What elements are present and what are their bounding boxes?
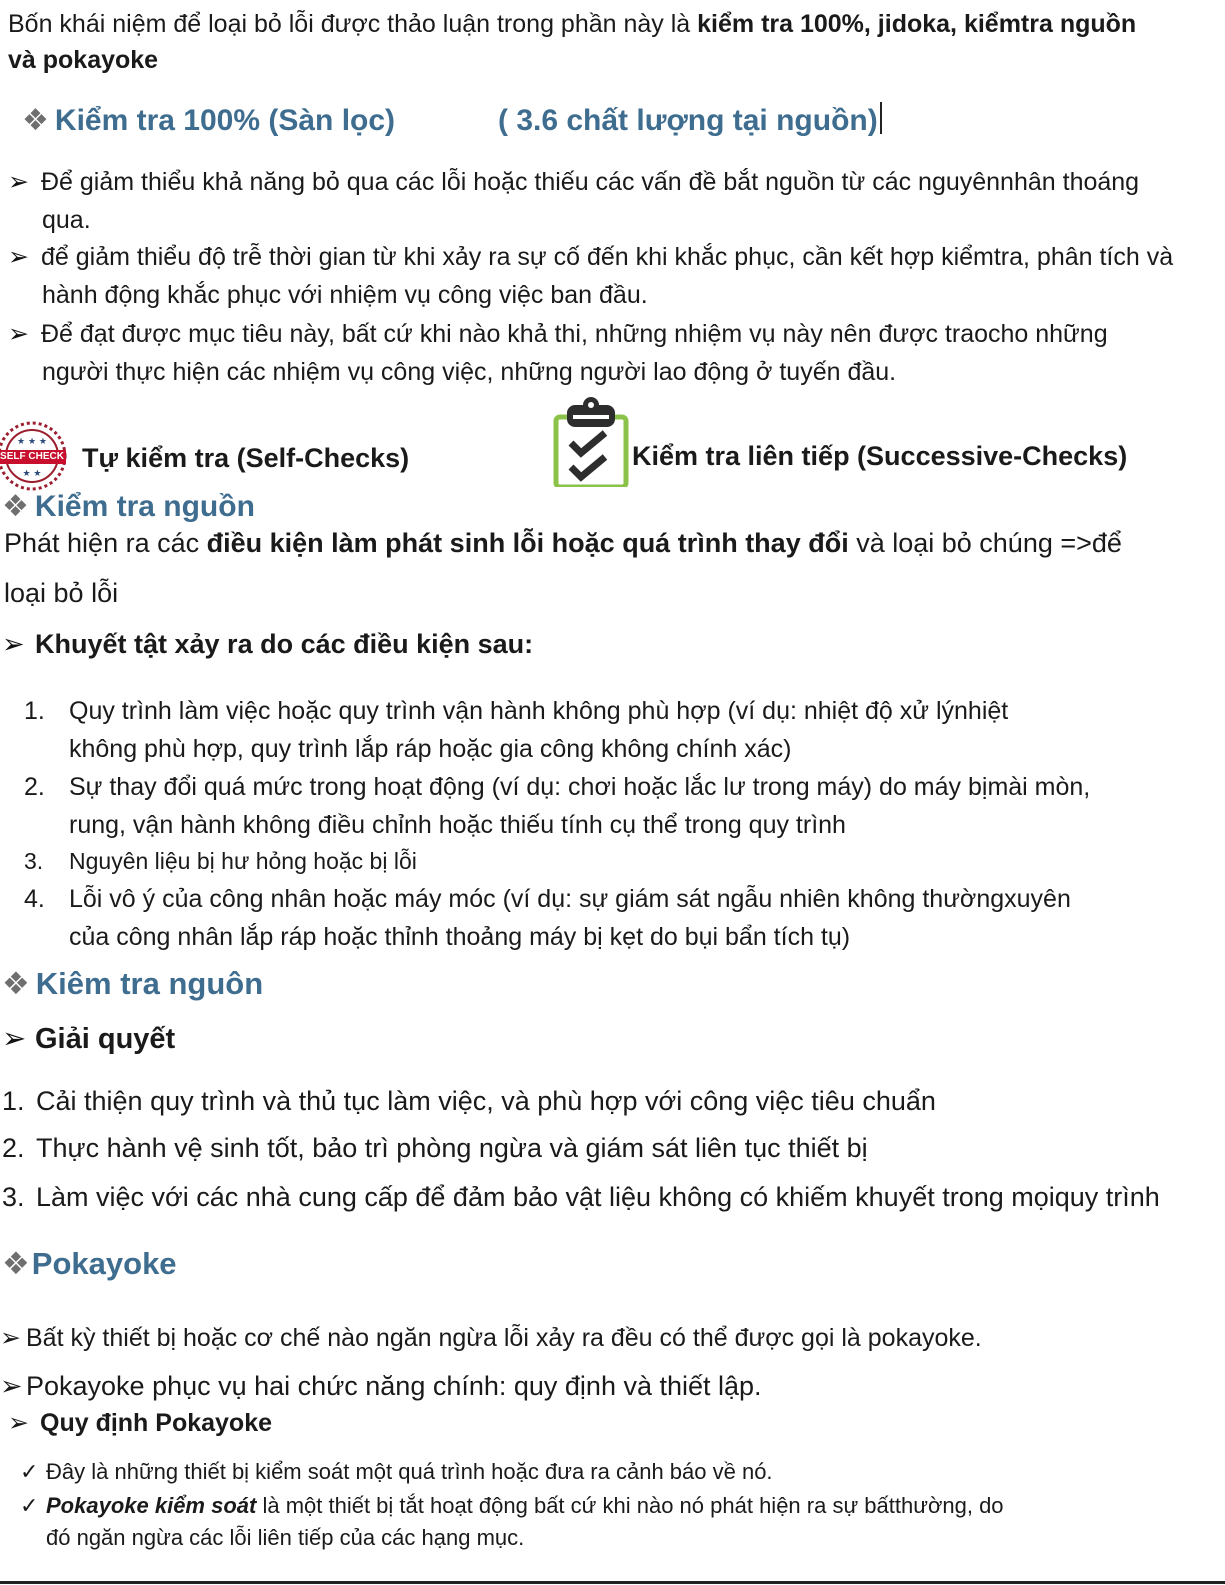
pokayoke-bullet: ➢ Bất kỳ thiết bị hoặc cơ chế nào ngăn ngừa lỗi xảy ra đều có thể được gọi là pokayoke. — [0, 1320, 982, 1356]
arrow-bullet-icon: ➢ — [2, 629, 25, 659]
numbered-item: 3. Nguyên liệu bị hư hỏng hoặc bị lỗi — [24, 848, 417, 874]
text-cursor — [880, 102, 882, 134]
arrow-bullet-icon: ➢ — [2, 1023, 27, 1055]
diamond-bullet-icon: ❖ — [2, 966, 30, 1001]
numbered-item: 1. Quy trình làm việc hoặc quy trình vận hành không phù hợp (ví dụ: nhiệt độ xử lýnhiệt không phù hợp, quy trình lắp ráp hoặc gia công không chính xác) — [24, 697, 1009, 763]
check-item: ✓ Đây là những thiết bị kiểm soát một quá trình hoặc đưa ra cảnh báo về nó. — [20, 1456, 1140, 1488]
diamond-bullet-icon: ❖ — [22, 104, 49, 137]
check-item: ✓ Pokayoke kiểm soát là một thiết bị tắt hoạt động bất cứ khi nào nó phát hiện ra sự bấtthường, do đó ngăn ngừa các lỗi liên tiếp của các hạng mục. — [20, 1490, 1140, 1554]
resolve-item: 2. Thực hành vệ sinh tốt, bảo trì phòng ngừa và giám sát liên tục thiết bị — [2, 1133, 868, 1163]
bottom-divider — [0, 1581, 1225, 1584]
badge-text: SELF CHECK — [0, 451, 64, 462]
section-heading-pokayoke: ❖Pokayoke — [2, 1246, 177, 1281]
resolve-heading: ➢ Giải quyết — [2, 1019, 175, 1059]
arrow-bullet-icon: ➢ — [0, 1371, 23, 1401]
intro-concepts: kiểm tra 100%, jidoka, kiểmtra nguồn — [697, 10, 1137, 38]
section-title: Kiểm tra 100% (Sàn lọc) — [54, 104, 396, 137]
numbered-item: 4. Lỗi vô ý của công nhân hoặc máy móc (ví dụ: sự giám sát ngẫu nhiên không thườngxuyên của công nhân lắp ráp hoặc thỉnh thoảng máy bị kẹt do bụi bẩn tích tụ) — [24, 885, 1071, 951]
arrow-bullet-icon: ➢ — [8, 320, 29, 348]
diamond-bullet-icon: ❖ — [2, 1246, 30, 1281]
resolve-item: 1. Cải thiện quy trình và thủ tục làm việc, và phù hợp với công việc tiêu chuẩn — [2, 1086, 936, 1116]
resolve-item: 3. Làm việc với các nhà cung cấp để đảm bảo vật liệu không có khiếm khuyết trong mọiquy trình — [2, 1182, 1160, 1212]
arrow-bullet-icon: ➢ — [0, 1324, 21, 1352]
self-check-badge-icon — [0, 420, 68, 492]
bullet-item: ➢ Để đạt được mục tiêu này, bất cứ khi nào khả thi, những nhiệm vụ này nên được traocho những người thực hiện các nhiệm vụ công việc, những người lao động ở tuyến đầu. — [8, 315, 1208, 391]
arrow-bullet-icon: ➢ — [8, 1409, 29, 1437]
intro-paragraph — [8, 6, 1198, 78]
successive-checks-label: Kiểm tra liên tiếp (Successive-Checks) — [632, 441, 1128, 471]
svg-text:★ ★: ★ ★ — [22, 469, 42, 479]
pokayoke-bullet: ➢ Pokayoke phục vụ hai chức năng chính: quy định và thiết lập. — [0, 1367, 762, 1405]
clipboard-check-icon — [553, 395, 629, 487]
arrow-bullet-icon: ➢ — [8, 243, 29, 271]
arrow-bullet-icon: ➢ — [8, 168, 29, 196]
bullet-item: ➢ để giảm thiểu độ trễ thời gian từ khi xảy ra sự cố đến khi khắc phục, cần kết hợp kiểmtra, phân tích và hành động khắc phục với nhiệm vụ công việc ban đầu. — [8, 238, 1208, 314]
self-checks-label: Tự kiểm tra (Self-Checks) — [82, 443, 410, 473]
section-heading-100-check — [22, 101, 395, 141]
section-heading-source-check: ❖ Kiểm tra nguồn — [2, 490, 255, 523]
intro-text: Bốn khái niệm để loại bỏ lỗi được thảo luận trong phần này là — [8, 10, 698, 38]
pokayoke-sub-heading: ➢ Quy định Pokayoke — [8, 1406, 272, 1440]
bullet-item: ➢ Để giảm thiểu khả năng bỏ qua các lỗi hoặc thiếu các vấn đề bắt nguồn từ các nguyênnhân thoáng qua. — [8, 163, 1208, 239]
defects-heading: ➢ Khuyết tật xảy ra do các điều kiện sau: — [2, 625, 533, 663]
source-paragraph: Phát hiện ra các điều kiện làm phát sinh lỗi hoặc quá trình thay đổi và loại bỏ chúng =>để — [4, 528, 1122, 558]
diamond-bullet-icon: ❖ — [2, 490, 29, 523]
section-subtitle: ( 3.6 chất lượng tại nguồn) — [498, 101, 882, 141]
numbered-item: 2. Sự thay đổi quá mức trong hoạt động (ví dụ: chơi hoặc lắc lư trong máy) do máy bịmài mòn, rung, vận hành không điều chỉnh hoặc thiếu tính cụ thể trong quy trình — [24, 773, 1091, 839]
section-heading-source-check-2: ❖ Kiêm tra nguôn — [2, 966, 264, 1001]
checkmark-icon: ✓ — [20, 1493, 39, 1518]
source-paragraph-line2: loại bỏ lỗi — [4, 578, 119, 608]
svg-text:★ ★ ★: ★ ★ ★ — [17, 437, 47, 447]
checkmark-icon: ✓ — [20, 1459, 39, 1484]
intro-concepts-end: và pokayoke — [8, 46, 159, 74]
